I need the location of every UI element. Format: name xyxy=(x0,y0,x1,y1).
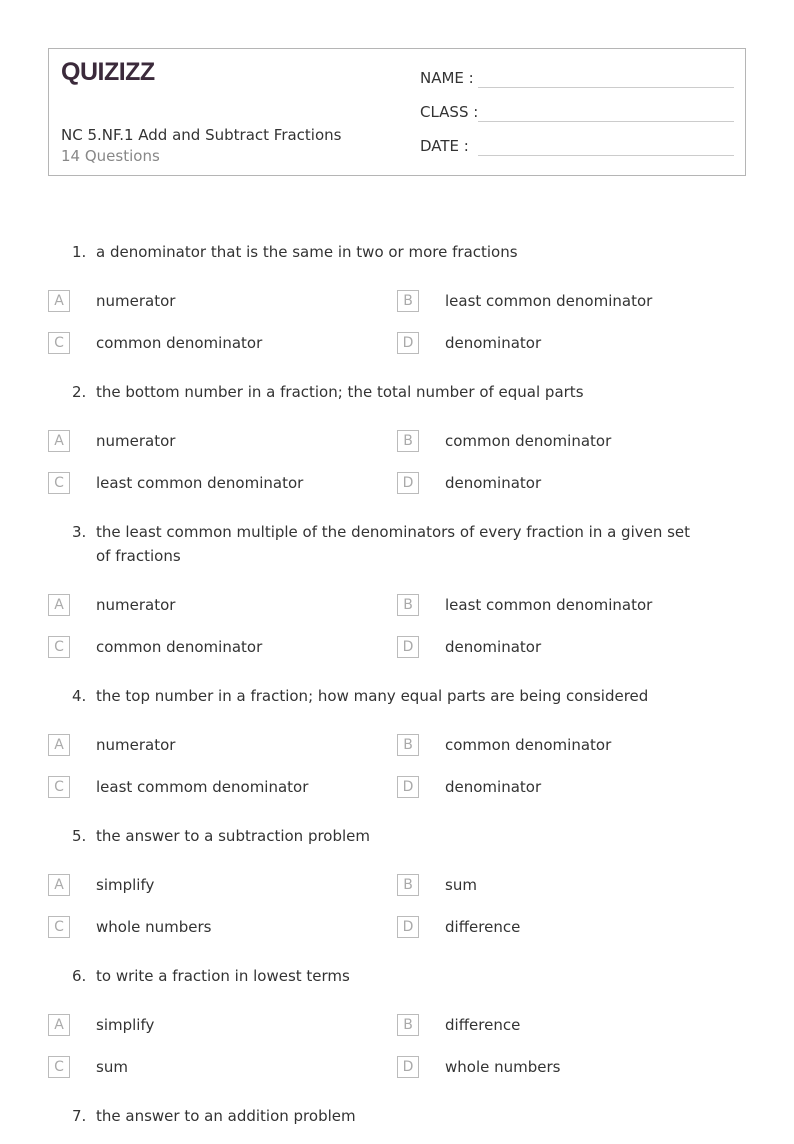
question-text: the bottom number in a fraction; the total number of equal parts xyxy=(96,383,584,401)
option-text: least common denominator xyxy=(445,596,653,614)
quizizz-logo: QUIZIZZ xyxy=(61,58,155,86)
option-text: denominator xyxy=(445,334,542,352)
option-letter-box[interactable]: A xyxy=(48,874,70,896)
answer-option[interactable] xyxy=(397,584,746,626)
answer-option[interactable] xyxy=(397,1046,746,1088)
option-letter-box[interactable]: C xyxy=(48,636,70,658)
option-letter-box[interactable]: C xyxy=(48,776,70,798)
option-text: simplify xyxy=(96,1016,155,1034)
name-line[interactable] xyxy=(478,87,734,88)
answer-option[interactable] xyxy=(48,420,397,462)
answer-option[interactable] xyxy=(48,462,397,504)
worksheet-title: NC 5.NF.1 Add and Subtract Fractions xyxy=(61,126,342,144)
option-letter-box[interactable]: A xyxy=(48,290,70,312)
answer-option[interactable] xyxy=(48,864,397,906)
answer-option[interactable] xyxy=(397,280,746,322)
option-letter-box[interactable]: B xyxy=(397,430,419,452)
question xyxy=(48,964,748,988)
date-field[interactable] xyxy=(420,134,734,158)
option-text: simplify xyxy=(96,876,155,894)
option-text: difference xyxy=(445,1016,521,1034)
option-text: common denominator xyxy=(445,736,612,754)
option-letter-box[interactable]: D xyxy=(397,636,419,658)
name-field[interactable] xyxy=(420,66,734,90)
question-number xyxy=(48,964,96,988)
answer-option[interactable] xyxy=(397,1004,746,1046)
question-text: to write a fraction in lowest terms xyxy=(96,967,350,985)
option-text: common denominator xyxy=(96,334,263,352)
question xyxy=(48,1104,748,1128)
answer-option[interactable] xyxy=(48,626,397,668)
date-label: DATE : xyxy=(420,137,469,155)
question-number xyxy=(48,684,96,708)
question-number-text: 7. xyxy=(72,1107,87,1125)
question-count: 14 Questions xyxy=(61,147,160,165)
option-text: common denominator xyxy=(96,638,263,656)
option-letter-box[interactable]: D xyxy=(397,1056,419,1078)
option-text: least common denominator xyxy=(445,292,653,310)
option-text: numerator xyxy=(96,736,176,754)
question-number-text: 5. xyxy=(72,827,87,845)
answer-options xyxy=(48,864,748,948)
answer-option[interactable] xyxy=(397,322,746,364)
question xyxy=(48,824,748,848)
option-letter-box[interactable]: D xyxy=(397,472,419,494)
question-number-text: 2. xyxy=(72,383,87,401)
question-text: the least common multiple of the denominators of every fraction in a given set of fractions xyxy=(96,523,691,565)
option-text: whole numbers xyxy=(445,1058,561,1076)
option-letter-box[interactable]: D xyxy=(397,916,419,938)
option-letter-box[interactable]: A xyxy=(48,1014,70,1036)
option-text: common denominator xyxy=(445,432,612,450)
name-label: NAME : xyxy=(420,69,474,87)
answer-option[interactable] xyxy=(397,766,746,808)
question-text: the answer to an addition problem xyxy=(96,1107,356,1125)
option-text: sum xyxy=(445,876,477,894)
question-text: the top number in a fraction; how many equal parts are being considered xyxy=(96,687,649,705)
option-letter-box[interactable]: A xyxy=(48,430,70,452)
option-letter-box[interactable]: D xyxy=(397,332,419,354)
date-line[interactable] xyxy=(478,155,734,156)
option-text: denominator xyxy=(445,474,542,492)
question-list xyxy=(48,240,748,1144)
question-number-text: 4. xyxy=(72,687,87,705)
answer-options xyxy=(48,420,748,504)
question-text: the answer to a subtraction problem xyxy=(96,827,371,845)
question xyxy=(48,240,748,264)
option-letter-box[interactable]: C xyxy=(48,1056,70,1078)
option-letter-box[interactable]: C xyxy=(48,916,70,938)
question-number-text: 1. xyxy=(72,243,87,261)
answer-option[interactable] xyxy=(397,864,746,906)
option-text: sum xyxy=(96,1058,128,1076)
worksheet-header xyxy=(48,48,746,176)
option-letter-box[interactable]: C xyxy=(48,332,70,354)
answer-options xyxy=(48,280,748,364)
question-number xyxy=(48,824,96,848)
option-text: denominator xyxy=(445,778,542,796)
answer-options xyxy=(48,1004,748,1088)
question-text: a denominator that is the same in two or more fractions xyxy=(96,243,518,261)
answer-option[interactable] xyxy=(397,906,746,948)
answer-option[interactable] xyxy=(48,1004,397,1046)
answer-options xyxy=(48,724,748,808)
option-letter-box[interactable]: B xyxy=(397,874,419,896)
option-letter-box[interactable]: B xyxy=(397,1014,419,1036)
answer-option[interactable] xyxy=(397,462,746,504)
option-letter-box[interactable]: A xyxy=(48,734,70,756)
option-text: least common denominator xyxy=(96,474,304,492)
answer-option[interactable] xyxy=(48,906,397,948)
question-number xyxy=(48,380,96,404)
answer-option[interactable] xyxy=(48,584,397,626)
question xyxy=(48,380,748,404)
question-number xyxy=(48,1104,96,1128)
answer-option[interactable] xyxy=(397,420,746,462)
option-letter-box[interactable]: B xyxy=(397,594,419,616)
answer-option[interactable] xyxy=(48,1046,397,1088)
question xyxy=(48,520,748,568)
option-letter-box[interactable]: C xyxy=(48,472,70,494)
question-number xyxy=(48,520,96,568)
option-text: difference xyxy=(445,918,521,936)
answer-option[interactable] xyxy=(48,280,397,322)
option-text: least commom denominator xyxy=(96,778,309,796)
class-line[interactable] xyxy=(478,121,734,122)
class-field[interactable] xyxy=(420,100,734,124)
option-text: numerator xyxy=(96,596,176,614)
answer-options xyxy=(48,584,748,668)
option-text: numerator xyxy=(96,292,176,310)
option-text: denominator xyxy=(445,638,542,656)
answer-option[interactable] xyxy=(397,626,746,668)
option-letter-box[interactable]: A xyxy=(48,594,70,616)
question xyxy=(48,684,748,708)
option-text: numerator xyxy=(96,432,176,450)
option-letter-box[interactable]: B xyxy=(397,290,419,312)
question-number xyxy=(48,240,96,264)
answer-option[interactable] xyxy=(48,724,397,766)
option-letter-box[interactable]: D xyxy=(397,776,419,798)
option-text: whole numbers xyxy=(96,918,212,936)
question-number-text: 6. xyxy=(72,967,87,985)
answer-option[interactable] xyxy=(397,724,746,766)
answer-option[interactable] xyxy=(48,766,397,808)
question-number-text: 3. xyxy=(72,523,87,541)
answer-option[interactable] xyxy=(48,322,397,364)
option-letter-box[interactable]: B xyxy=(397,734,419,756)
class-label: CLASS : xyxy=(420,103,479,121)
